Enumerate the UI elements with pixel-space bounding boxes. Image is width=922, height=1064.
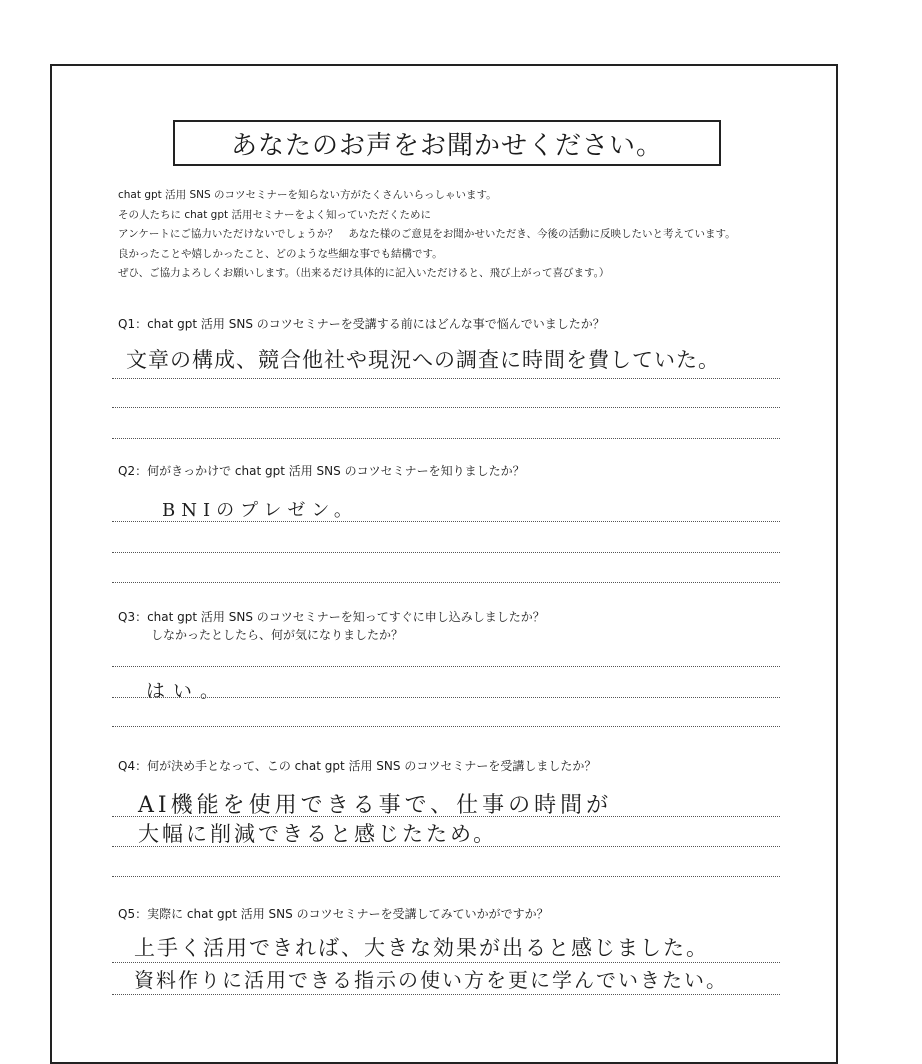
- answer-5-line-1: 上手く活用できれば、大きな効果が出ると感じました。: [134, 936, 709, 960]
- answer-3-rule: [112, 697, 780, 698]
- answer-2-rule: [112, 521, 780, 522]
- answer-1-rule: [112, 438, 780, 439]
- answer-1-rule: [112, 378, 780, 379]
- answer-2-rule: [112, 582, 780, 583]
- answer-3-line-1: はい。: [146, 680, 228, 702]
- answer-5-line-2: 資料作りに活用できる指示の使い方を更に学んでいきたい。: [134, 968, 728, 992]
- question-3-label-line-1: Q3：chat gpt 活用 SNS のコツセミナーを知ってすぐに申し込みしましたか？: [118, 610, 545, 624]
- answer-4-rule: [112, 876, 780, 877]
- intro-line: 良かったことや嬉しかったこと、どのような些細な事でも結構です。: [118, 247, 443, 260]
- question-2-label: Q2：何がきっかけで chat gpt 活用 SNS のコツセミナーを知りましたか？: [118, 464, 525, 478]
- answer-1-line-1: 文章の構成、競合他社や現況への調査に時間を費していた。: [126, 348, 720, 372]
- survey-title: あなたのお声をお聞かせください。: [173, 120, 721, 166]
- question-3-label: [118, 608, 545, 644]
- intro-line: アンケートにご協力いただけないでしょうか？ あなた様のご意見をお聞かせいただき、今後の活動に反映したいと考えています。: [118, 228, 736, 240]
- answer-2-rule: [112, 552, 780, 553]
- answer-3-rule: [112, 726, 780, 727]
- intro-line: ぜひ、ご協力よろしくお願いします。（出来るだけ具体的に記入いただけると、飛び上がって喜びます。）: [118, 267, 610, 279]
- intro-line: その人たちに chat gpt 活用セミナーをよく知っていただくために: [118, 208, 431, 221]
- answer-2-line-1: BNIのプレゼン。: [162, 500, 358, 521]
- answer-3-rule: [112, 666, 780, 667]
- question-3-label-line-2: しなかったとしたら、何が気になりましたか？: [151, 628, 404, 642]
- question-1-label: Q1：chat gpt 活用 SNS のコツセミナーを受講する前にはどんな事で悩んでいましたか？: [118, 317, 605, 331]
- answer-4-rule: [112, 846, 780, 847]
- answer-5-rule: [112, 962, 780, 963]
- answer-1-rule: [112, 407, 780, 408]
- intro-line: chat gpt 活用 SNS のコツセミナーを知らない方がたくさんいらっしゃいます。: [118, 189, 497, 201]
- answer-4-line-1: AI機能を使用できる事で、仕事の時間が: [138, 793, 613, 818]
- answer-4-line-2: 大幅に削減できると感じたため。: [138, 822, 498, 846]
- question-4-label: Q4：何が決め手となって、この chat gpt 活用 SNS のコツセミナーを受講しましたか？: [118, 759, 597, 773]
- intro-text: [118, 186, 736, 284]
- answer-5-rule: [112, 994, 780, 995]
- question-5-label: Q5：実際に chat gpt 活用 SNS のコツセミナーを受講してみていかがですか？: [118, 907, 549, 921]
- survey-sheet: [50, 64, 838, 1064]
- answer-4-rule: [112, 816, 780, 817]
